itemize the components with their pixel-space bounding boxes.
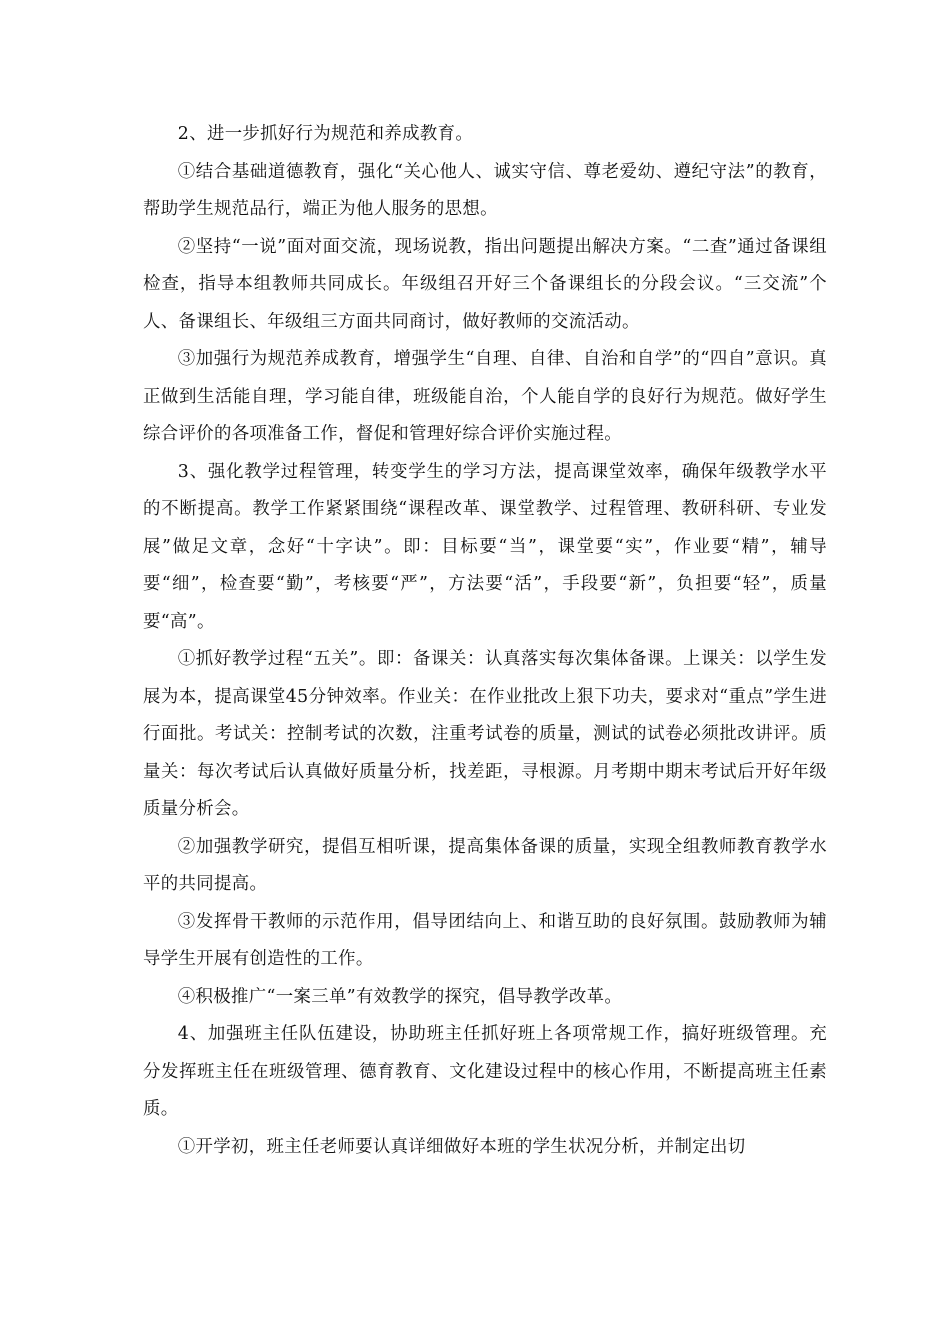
paragraph-teaching-research: ②加强教学研究，提倡互相听课，提高集体备课的质量，实现全组教师教育教学水平的共同提高。 [143, 836, 827, 894]
paragraph-head-teacher-heading: 4、加强班主任队伍建设，协助班主任抓好班上各项常规工作，搞好班级管理。充分发挥班主任在班级管理、德育教育、文化建设过程中的核心作用，不断提高班主任素质。 [143, 1024, 827, 1119]
paragraph-four-self: ③加强行为规范养成教育，增强学生“自理、自律、自治和自学”的“四自”意识。真正做到生活能自理，学习能自律，班级能自治，个人能自学的良好行为规范。做好学生综合评价的各项准备工作，督促和管理好综合评价实施过程。 [143, 349, 827, 444]
paragraph-behavior-heading: 2、进一步抓好行为规范和养成教育。 [177, 124, 474, 144]
paragraph-semester-start: ①开学初，班主任老师要认真详细做好本班的学生状况分析，并制定出切 [177, 1136, 746, 1157]
paragraph-one-two-three: ②坚持“一说”面对面交流，现场说教，指出问题提出解决方案。“二查”通过备课组检查，指导本组教师共同成长。年级组召开好三个备课组长的分段会议。“三交流”个人、备课组长、年级组三方面共同商讨，做好教师的交流活动。 [143, 236, 827, 332]
document-page [143, 116, 827, 1166]
paragraph-moral-education: ①结合基础道德教育，强化“关心他人、诚实守信、尊老爱幼、遵纪守法”的教育，帮助学生规范品行，端正为他人服务的思想。 [143, 161, 827, 219]
paragraph-one-plan-three-sheets: ④积极推广“一案三单”有效教学的探究，倡导教学改革。 [177, 986, 623, 1007]
paragraph-backbone-teachers: ③发挥骨干教师的示范作用，倡导团结向上、和谐互助的良好氛围。鼓励教师为辅导学生开展有创造性的工作。 [143, 911, 827, 969]
paragraph-teaching-process-heading: 3、强化教学过程管理，转变学生的学习方法，提高课堂效率，确保年级教学水平的不断提高。教学工作紧紧围绕“课程改革、课堂教学、过程管理、教研科研、专业发展”做足文章，念好“十字诀”。即：目标要“当”，课堂要“实”，作业要“精”，辅导要“细”，检查要“勤”，考核要“严”，方法要“活”，手段要“新”，负担要“轻”，质量要“高”。 [143, 461, 827, 632]
paragraph-five-gates: ①抓好教学过程“五关”。即：备课关：认真落实每次集体备课。上课关：以学生发展为本，提高课堂45分钟效率。作业关：在作业批改上狠下功夫，要求对“重点”学生进行面批。考试关：控制考试的次数，注重考试卷的质量，测试的试卷必须批改讲评。质量关：每次考试后认真做好质量分析，找差距，寻根源。月考期中期末考试后开好年级质量分析会。 [143, 649, 827, 819]
